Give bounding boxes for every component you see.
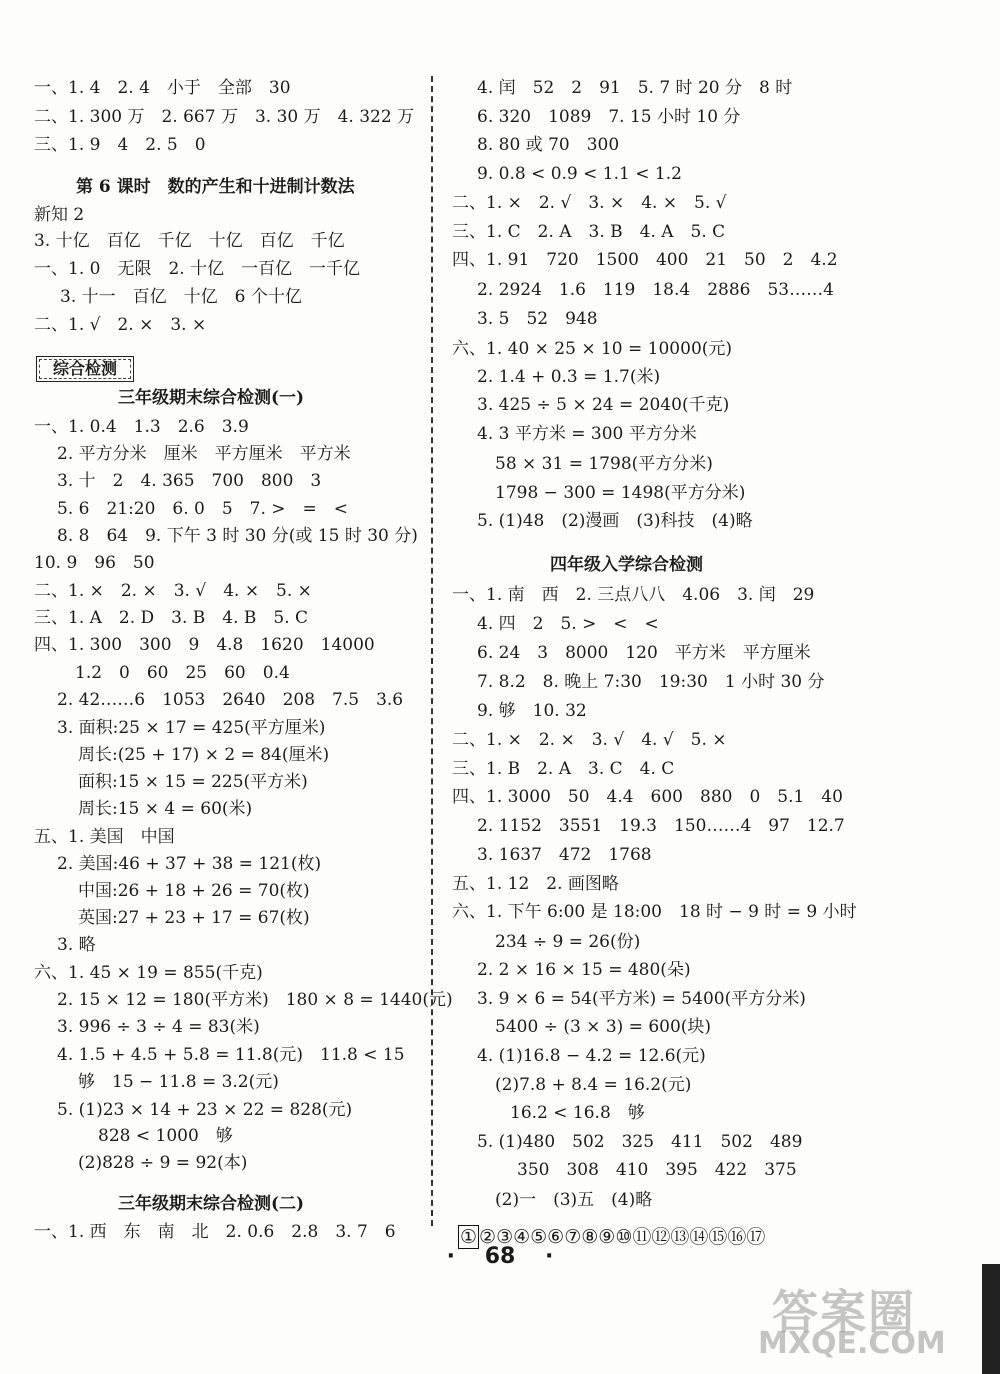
left-answer-line: 四、1. 300 300 9 4.8 1620 14000 xyxy=(34,635,375,655)
index-numbers: ②③④⑤⑥⑦⑧⑨⑩⑪⑫⑬⑭⑮⑯⑰ xyxy=(479,1226,766,1248)
right-heading: 四年级入学综合检测 xyxy=(550,555,703,575)
left-answer-line: 二、1. √ 2. × 3. × xyxy=(34,315,207,335)
left-answer-line: 5. 6 21:20 6. 0 5 7. > = < xyxy=(57,499,349,519)
right-answer-line: 9. 0.8 < 0.9 < 1.1 < 1.2 xyxy=(477,164,682,184)
right-answer-line: 1798 − 300 = 1498(平方分米) xyxy=(495,483,746,503)
right-answer-line: 六、1. 下午 6:00 是 18:00 18 时 − 9 时 = 9 小时 xyxy=(452,902,857,922)
right-answer-line: 6. 24 3 8000 120 平方米 平方厘米 xyxy=(477,643,811,663)
left-answer-line: 六、1. 45 × 19 = 855(千克) xyxy=(34,963,263,983)
right-answer-line: 350 308 410 395 422 375 xyxy=(517,1160,797,1180)
watermark-text: 答案圈 xyxy=(772,1285,916,1339)
left-answer-line: 英国:27 + 23 + 17 = 67(枚) xyxy=(78,908,310,928)
left-answer-line: 三、1. 9 4 2. 5 0 xyxy=(34,135,206,155)
right-answer-line: 2. 2924 1.6 119 18.4 2886 53……4 xyxy=(477,280,834,300)
right-answer-line: 8. 80 或 70 300 xyxy=(477,135,620,155)
left-answer-line: 2. 平方分米 厘米 平方厘米 平方米 xyxy=(57,444,351,464)
right-answer-line: 3. 425 ÷ 5 × 24 = 2040(千克) xyxy=(477,395,730,415)
right-answer-line: 六、1. 40 × 25 × 10 = 10000(元) xyxy=(452,339,733,359)
right-answer-line: 4. 闰 52 2 91 5. 7 时 20 分 8 时 xyxy=(477,78,793,98)
left-answer-line: 4. 1.5 + 4.5 + 5.8 = 11.8(元) 11.8 < 15 xyxy=(57,1045,405,1065)
right-answer-line: 四、1. 3000 50 4.4 600 880 0 5.1 40 xyxy=(452,787,843,807)
left-answer-line: 一、1. 4 2. 4 小于 全部 30 xyxy=(34,78,291,98)
right-answer-line: 3. 1637 472 1768 xyxy=(477,845,652,865)
right-answer-line: (2)一 (3)五 (4)略 xyxy=(495,1190,653,1210)
left-answer-line: 二、1. 300 万 2. 667 万 3. 30 万 4. 322 万 xyxy=(34,107,415,127)
left-answer-line: 3. 十亿 百亿 千亿 十亿 百亿 千亿 xyxy=(34,231,345,251)
left-answer-line: 中国:26 + 18 + 26 = 70(枚) xyxy=(78,881,310,901)
left-answer-line: 够 15 − 11.8 = 3.2(元) xyxy=(78,1072,279,1092)
left-answer-line: 3. 十一 百亿 十亿 6 个十亿 xyxy=(60,287,302,307)
right-answer-line: 4. (1)16.8 − 4.2 = 12.6(元) xyxy=(477,1046,706,1066)
current-index-marker: ① xyxy=(460,1226,478,1248)
right-answer-line: 3. 5 52 948 xyxy=(477,309,598,329)
left-answer-line: 1.2 0 60 25 60 0.4 xyxy=(75,663,290,683)
left-answer-line: (2)828 ÷ 9 = 92(本) xyxy=(78,1153,248,1173)
right-answer-line: 58 × 31 = 1798(平方分米) xyxy=(495,454,713,474)
left-answer-line: 二、1. × 2. × 3. √ 4. × 5. × xyxy=(34,581,312,601)
page-dot-left: · xyxy=(446,1244,456,1269)
right-answer-line: 6. 320 1089 7. 15 小时 10 分 xyxy=(477,107,741,127)
section-box-heading xyxy=(36,356,134,382)
left-answer-line: 2. 美国:46 + 37 + 38 = 121(枚) xyxy=(57,854,322,874)
right-answer-line: 3. 9 × 6 = 54(平方米) = 5400(平方分米) xyxy=(477,989,806,1009)
right-answer-line: 9. 够 10. 32 xyxy=(477,701,587,721)
right-answer-line: 五、1. 12 2. 画图略 xyxy=(452,874,619,894)
left-answer-line: 3. 十 2 4. 365 700 800 3 xyxy=(57,471,322,491)
right-answer-line: 2. 1152 3551 19.3 150……4 97 12.7 xyxy=(477,816,845,836)
left-answer-line: 面积:15 × 15 = 225(平方米) xyxy=(78,772,308,792)
left-answer-line: 三、1. A 2. D 3. B 4. B 5. C xyxy=(34,608,309,628)
left-answer-line: 10. 9 96 50 xyxy=(34,553,155,573)
page-dot-right: · xyxy=(544,1244,554,1269)
right-answer-line: 5. (1)48 (2)漫画 (3)科技 (4)略 xyxy=(477,511,753,531)
right-answer-line: 2. 1.4 + 0.3 = 1.7(米) xyxy=(477,367,661,387)
watermark xyxy=(680,1264,1000,1374)
left-answer-line: 2. 42……6 1053 2640 208 7.5 3.6 xyxy=(57,690,404,710)
left-heading: 三年级期末综合检测(二) xyxy=(118,1194,305,1214)
right-answer-line: 7. 8.2 8. 晚上 7:30 19:30 1 小时 30 分 xyxy=(477,672,825,692)
left-heading: 第 6 课时 数的产生和十进制计数法 xyxy=(76,177,355,197)
right-answer-line: 一、1. 南 西 2. 三点八八 4.06 3. 闰 29 xyxy=(452,585,815,605)
page-edge xyxy=(982,1264,1000,1374)
right-answer-line: 5400 ÷ (3 × 3) = 600(块) xyxy=(495,1017,712,1037)
left-answer-line: 2. 15 × 12 = 180(平方米) 180 × 8 = 1440(元) xyxy=(57,990,453,1010)
page-number: 68 xyxy=(484,1244,516,1269)
left-answer-line: 周长:(25 + 17) × 2 = 84(厘米) xyxy=(78,745,330,765)
right-answer-line: 三、1. B 2. A 3. C 4. C xyxy=(452,759,675,779)
left-answer-line: 3. 面积:25 × 17 = 425(平方厘米) xyxy=(57,718,326,738)
left-answer-line: 3. 略 xyxy=(57,935,96,955)
right-answer-line: 2. 2 × 16 × 15 = 480(朵) xyxy=(477,960,691,980)
left-answer-line: 3. 996 ÷ 3 ÷ 4 = 83(米) xyxy=(57,1017,260,1037)
watermark-url: MXQE.COM xyxy=(758,1326,946,1361)
right-answer-line: 三、1. C 2. A 3. B 4. A 5. C xyxy=(452,222,726,242)
right-answer-line: 二、1. × 2. √ 3. × 4. × 5. √ xyxy=(452,193,727,213)
left-answer-line: 一、1. 0 无限 2. 十亿 一百亿 一千亿 xyxy=(34,259,361,279)
left-answer-line: 新知 2 xyxy=(34,205,85,225)
section-box-label: 综合检测 xyxy=(39,359,131,379)
left-answer-line: 五、1. 美国 中国 xyxy=(34,827,175,847)
right-answer-line: 四、1. 91 720 1500 400 21 50 2 4.2 xyxy=(452,250,838,270)
right-answer-line: (2)7.8 + 8.4 = 16.2(元) xyxy=(495,1075,692,1095)
right-answer-line: 4. 3 平方米 = 300 平方分米 xyxy=(477,424,697,444)
left-answer-line: 周长:15 × 4 = 60(米) xyxy=(78,799,253,819)
column-divider xyxy=(431,76,433,1226)
left-answer-line: 一、1. 西 东 南 北 2. 0.6 2.8 3. 7 6 xyxy=(34,1222,396,1242)
right-answer-line: 16.2 < 16.8 够 xyxy=(510,1103,645,1123)
right-answer-line: 4. 四 2 5. > < < xyxy=(477,614,659,634)
right-answer-line: 5. (1)480 502 325 411 502 489 xyxy=(477,1132,803,1152)
right-answer-line: 二、1. × 2. × 3. √ 4. √ 5. × xyxy=(452,730,727,750)
left-answer-line: 5. (1)23 × 14 + 23 × 22 = 828(元) xyxy=(57,1100,353,1120)
left-answer-line: 8. 8 64 9. 下午 3 时 30 分(或 15 时 30 分) xyxy=(57,526,418,546)
left-answer-line: 一、1. 0.4 1.3 2.6 3.9 xyxy=(34,417,249,437)
left-heading: 三年级期末综合检测(一) xyxy=(118,388,305,408)
left-answer-line: 828 < 1000 够 xyxy=(98,1126,233,1146)
right-answer-line: 234 ÷ 9 = 26(份) xyxy=(495,932,641,952)
